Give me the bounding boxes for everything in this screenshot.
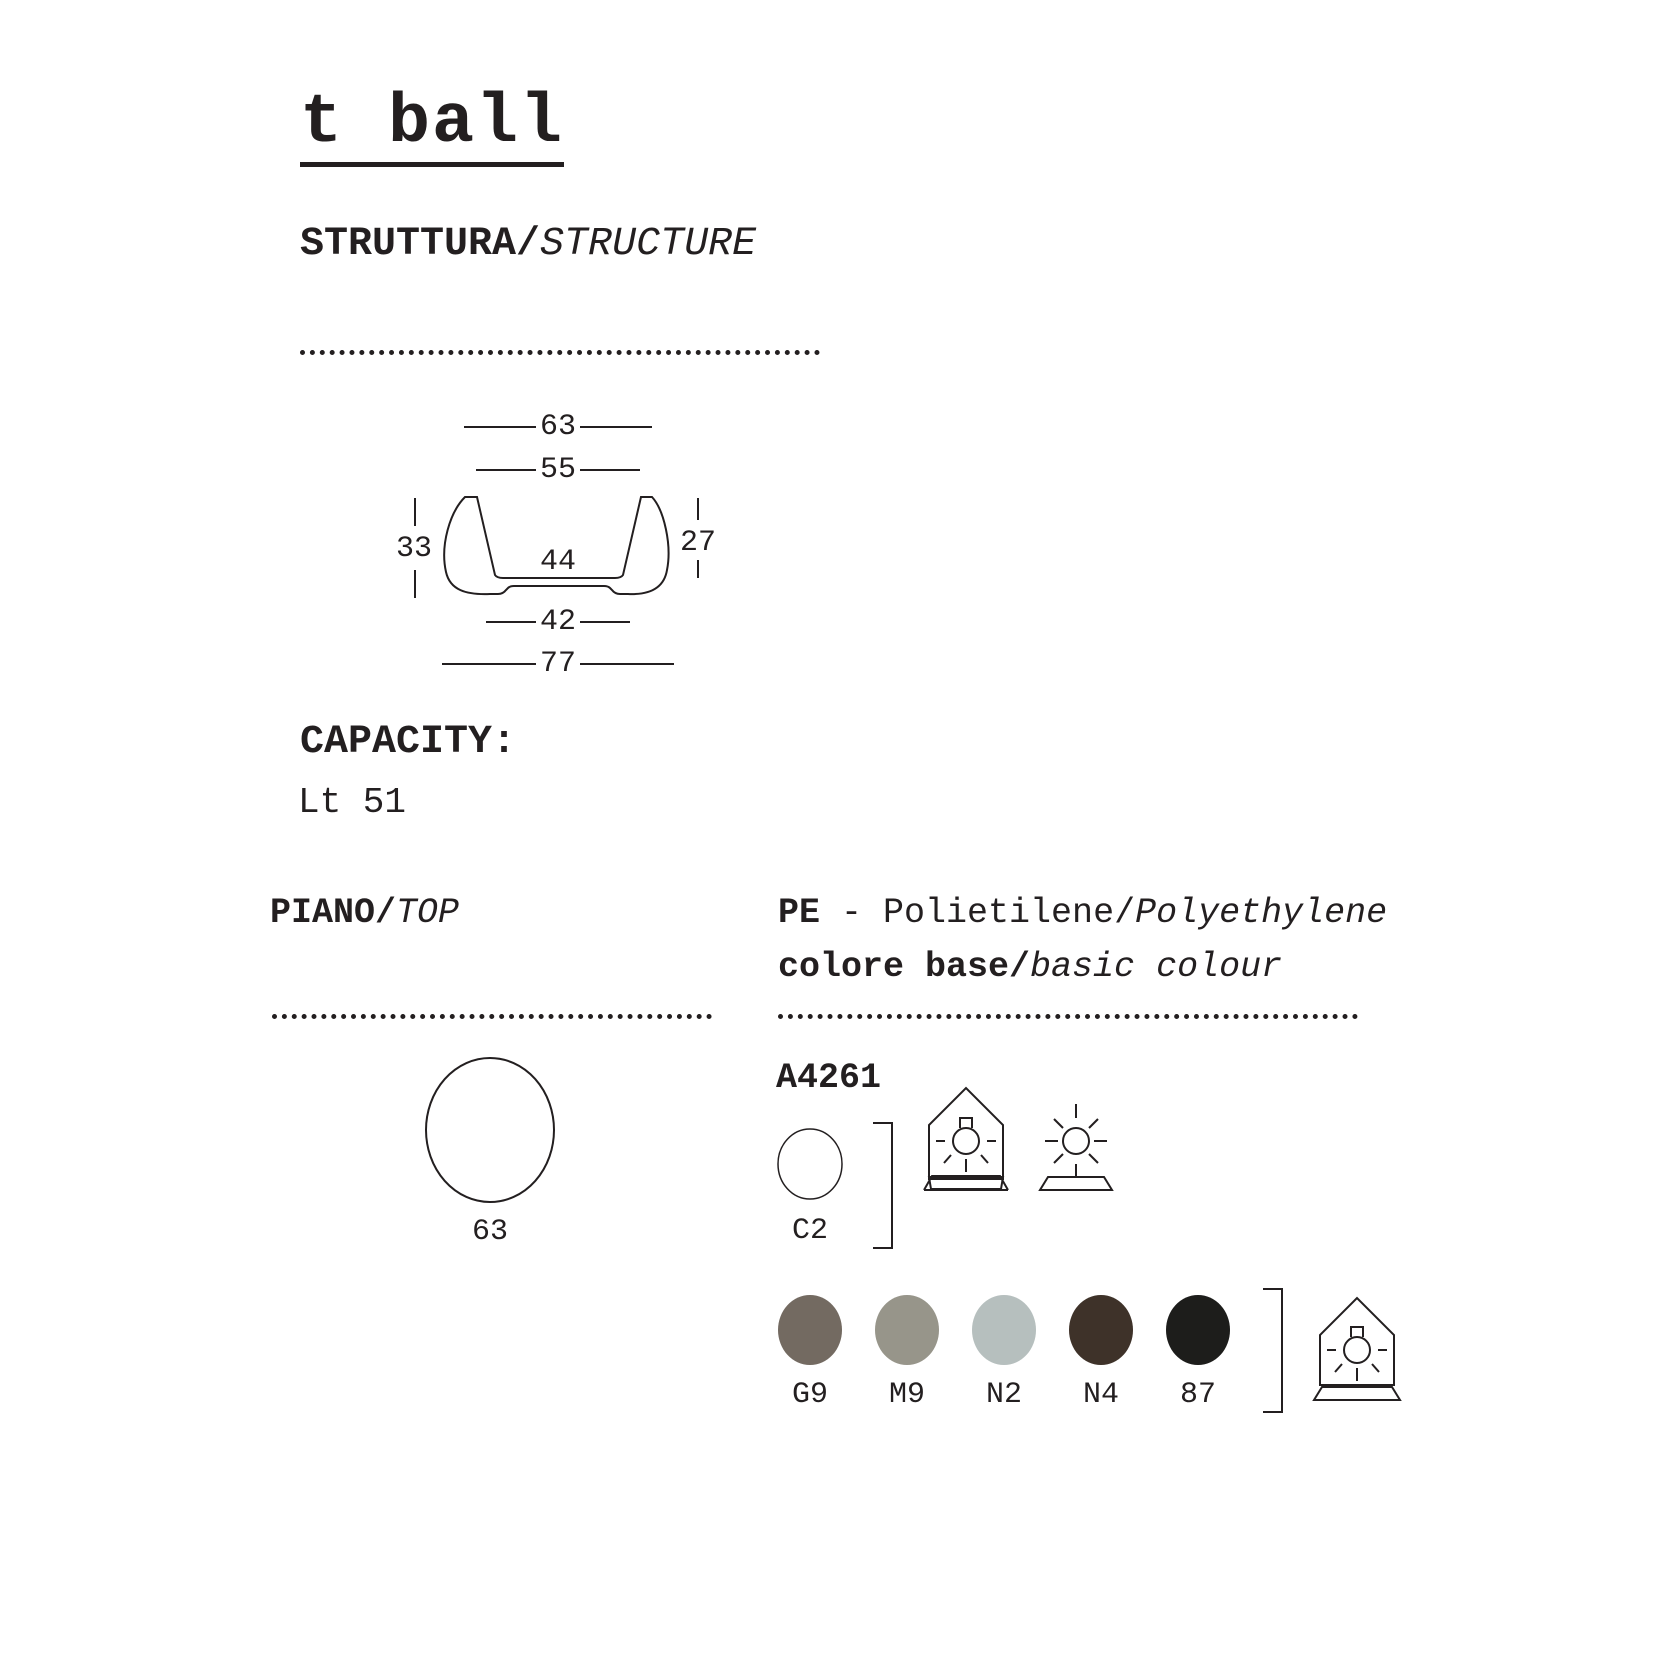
dim-label-77: 77 [540, 647, 577, 681]
dim-label-44: 44 [540, 545, 577, 579]
material-name-en: Polyethylene [1135, 893, 1388, 933]
swatch-m9 [875, 1295, 939, 1365]
colour-label-it: colore base/ [778, 947, 1031, 987]
material-code: PE [778, 893, 821, 933]
dim-label-33: 33 [396, 532, 433, 566]
structure-heading-it: STRUTTURA/ [300, 222, 541, 267]
swatch-label-m9: M9 [888, 1378, 925, 1412]
indoor-light-icon-2 [1314, 1298, 1400, 1400]
dim-label-27: 27 [680, 526, 717, 560]
swatch-g9 [778, 1295, 842, 1365]
colour-label-en: basic colour [1030, 947, 1283, 987]
swatch-label-n4: N4 [1082, 1378, 1119, 1412]
swatch-label-g9: G9 [791, 1378, 828, 1412]
dim-label-42: 42 [540, 605, 577, 639]
swatch-label-c2: C2 [791, 1214, 828, 1248]
material-separator: - [820, 893, 884, 933]
bracket-dark [1263, 1289, 1282, 1412]
swatch-label-n2: N2 [985, 1378, 1022, 1412]
swatch-n4 [1069, 1295, 1133, 1365]
capacity-label: CAPACITY: [300, 720, 517, 765]
material-name-it: Polietilene/ [883, 893, 1136, 933]
top-heading-en: TOP [396, 893, 460, 933]
dim-label-63: 63 [540, 410, 577, 444]
product-title: t ball [300, 88, 564, 167]
structure-heading-en: STRUCTURE [540, 222, 757, 267]
dim-label-55: 55 [540, 453, 577, 487]
top-diameter-label: 63 [472, 1215, 509, 1249]
article-code: A4261 [776, 1058, 882, 1098]
top-heading-it: PIANO/ [270, 893, 397, 933]
capacity-value: Lt 51 [298, 782, 407, 823]
swatch-n2 [972, 1295, 1036, 1365]
swatch-label-87: 87 [1179, 1378, 1216, 1412]
swatch-87 [1166, 1295, 1230, 1365]
